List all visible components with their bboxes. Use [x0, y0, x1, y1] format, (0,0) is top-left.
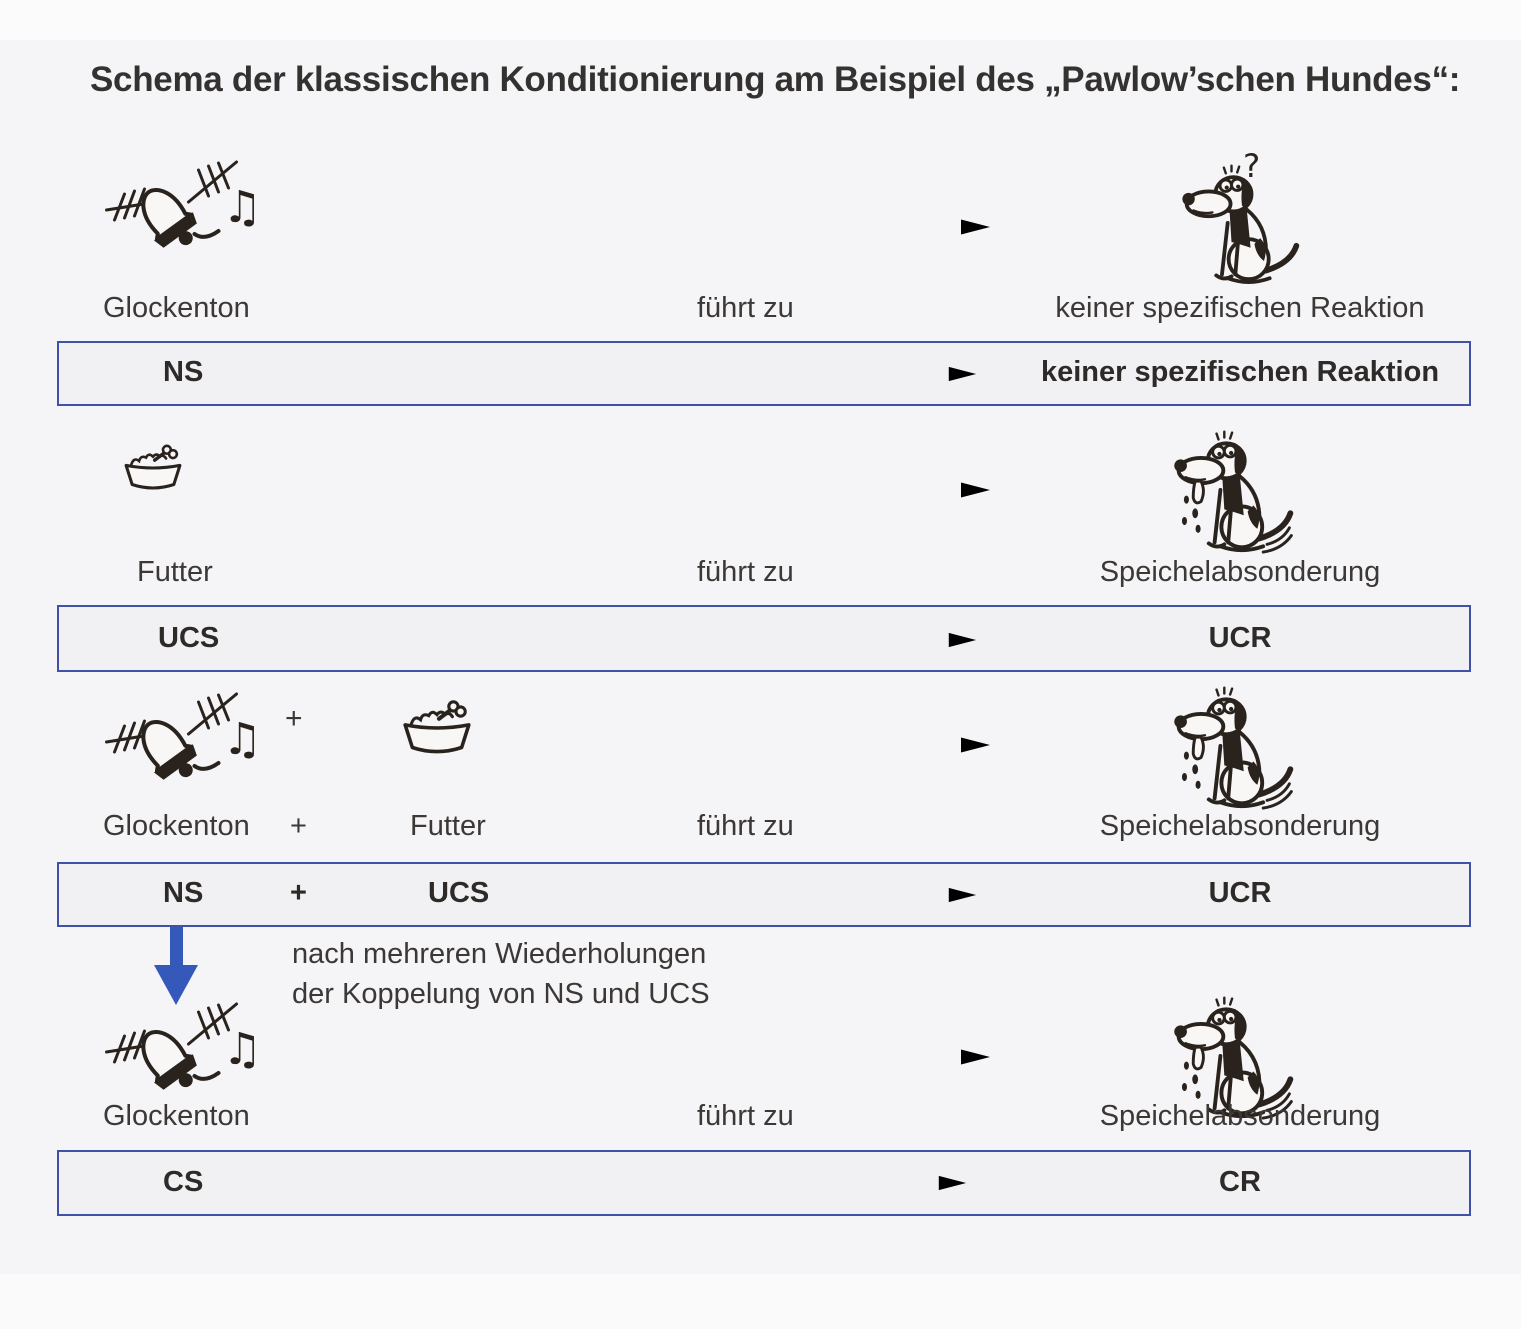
food-bowl-icon [398, 698, 476, 758]
arrow-right-icon [697, 481, 992, 499]
stimulus-label: Glockenton [103, 292, 250, 324]
arrow-right-icon [690, 1174, 968, 1192]
arrow-right-icon [700, 631, 978, 649]
relation-label: führt zu [697, 292, 794, 324]
ucs-abbreviation: UCS [428, 877, 490, 909]
stimulus2-label: Futter [410, 810, 486, 842]
arrow-right-icon [697, 218, 992, 236]
stimulus-label: Futter [137, 556, 213, 588]
bell-icon [100, 690, 265, 790]
page-title: Schema der klassischen Konditionierung am Beispiel des „Pawlow’schen Hundes“: [90, 60, 1461, 99]
relation-label: führt zu [697, 556, 794, 588]
arrow-right-icon [700, 886, 978, 904]
ucr-abbreviation: UCR [1208, 877, 1272, 909]
ns-abbreviation: NS [163, 356, 204, 388]
relation-label: führt zu [697, 1100, 794, 1132]
plus-sign: + [290, 810, 307, 842]
bell-icon [100, 1000, 265, 1100]
food-bowl-icon [120, 441, 186, 495]
ns-abbreviation: NS [163, 877, 204, 909]
dog-question-icon [1180, 146, 1304, 296]
cs-abbreviation: CS [163, 1166, 204, 1198]
response-label: Speichelabsonderung [1099, 1100, 1381, 1132]
repetition-note-line1: nach mehreren Wiederholungen [292, 938, 707, 970]
response-label: Speichelabsonderung [1099, 556, 1381, 588]
ucr-abbreviation: UCR [1208, 622, 1272, 654]
no-reaction-bold-label: keiner spezifischen Reaktion [1040, 356, 1440, 388]
plus-sign: + [290, 877, 307, 909]
plus-sign: + [285, 702, 303, 735]
arrow-right-icon [700, 365, 978, 383]
arrow-down-icon [146, 927, 206, 1007]
relation-label: führt zu [697, 810, 794, 842]
arrow-right-icon [697, 736, 992, 754]
ucs-abbreviation: UCS [158, 622, 220, 654]
bell-icon [100, 158, 265, 258]
arrow-right-icon [697, 1048, 992, 1066]
dog-drooling-icon [1170, 676, 1300, 812]
response-label: Speichelabsonderung [1099, 810, 1381, 842]
stimulus-label: Glockenton [103, 1100, 250, 1132]
cr-abbreviation: CR [1219, 1166, 1261, 1198]
response-label: keiner spezifischen Reaktion [1055, 292, 1425, 324]
repetition-note-line2: der Koppelung von NS und UCS [292, 978, 710, 1010]
stimulus-label: Glockenton [103, 810, 250, 842]
dog-drooling-icon [1170, 420, 1300, 556]
